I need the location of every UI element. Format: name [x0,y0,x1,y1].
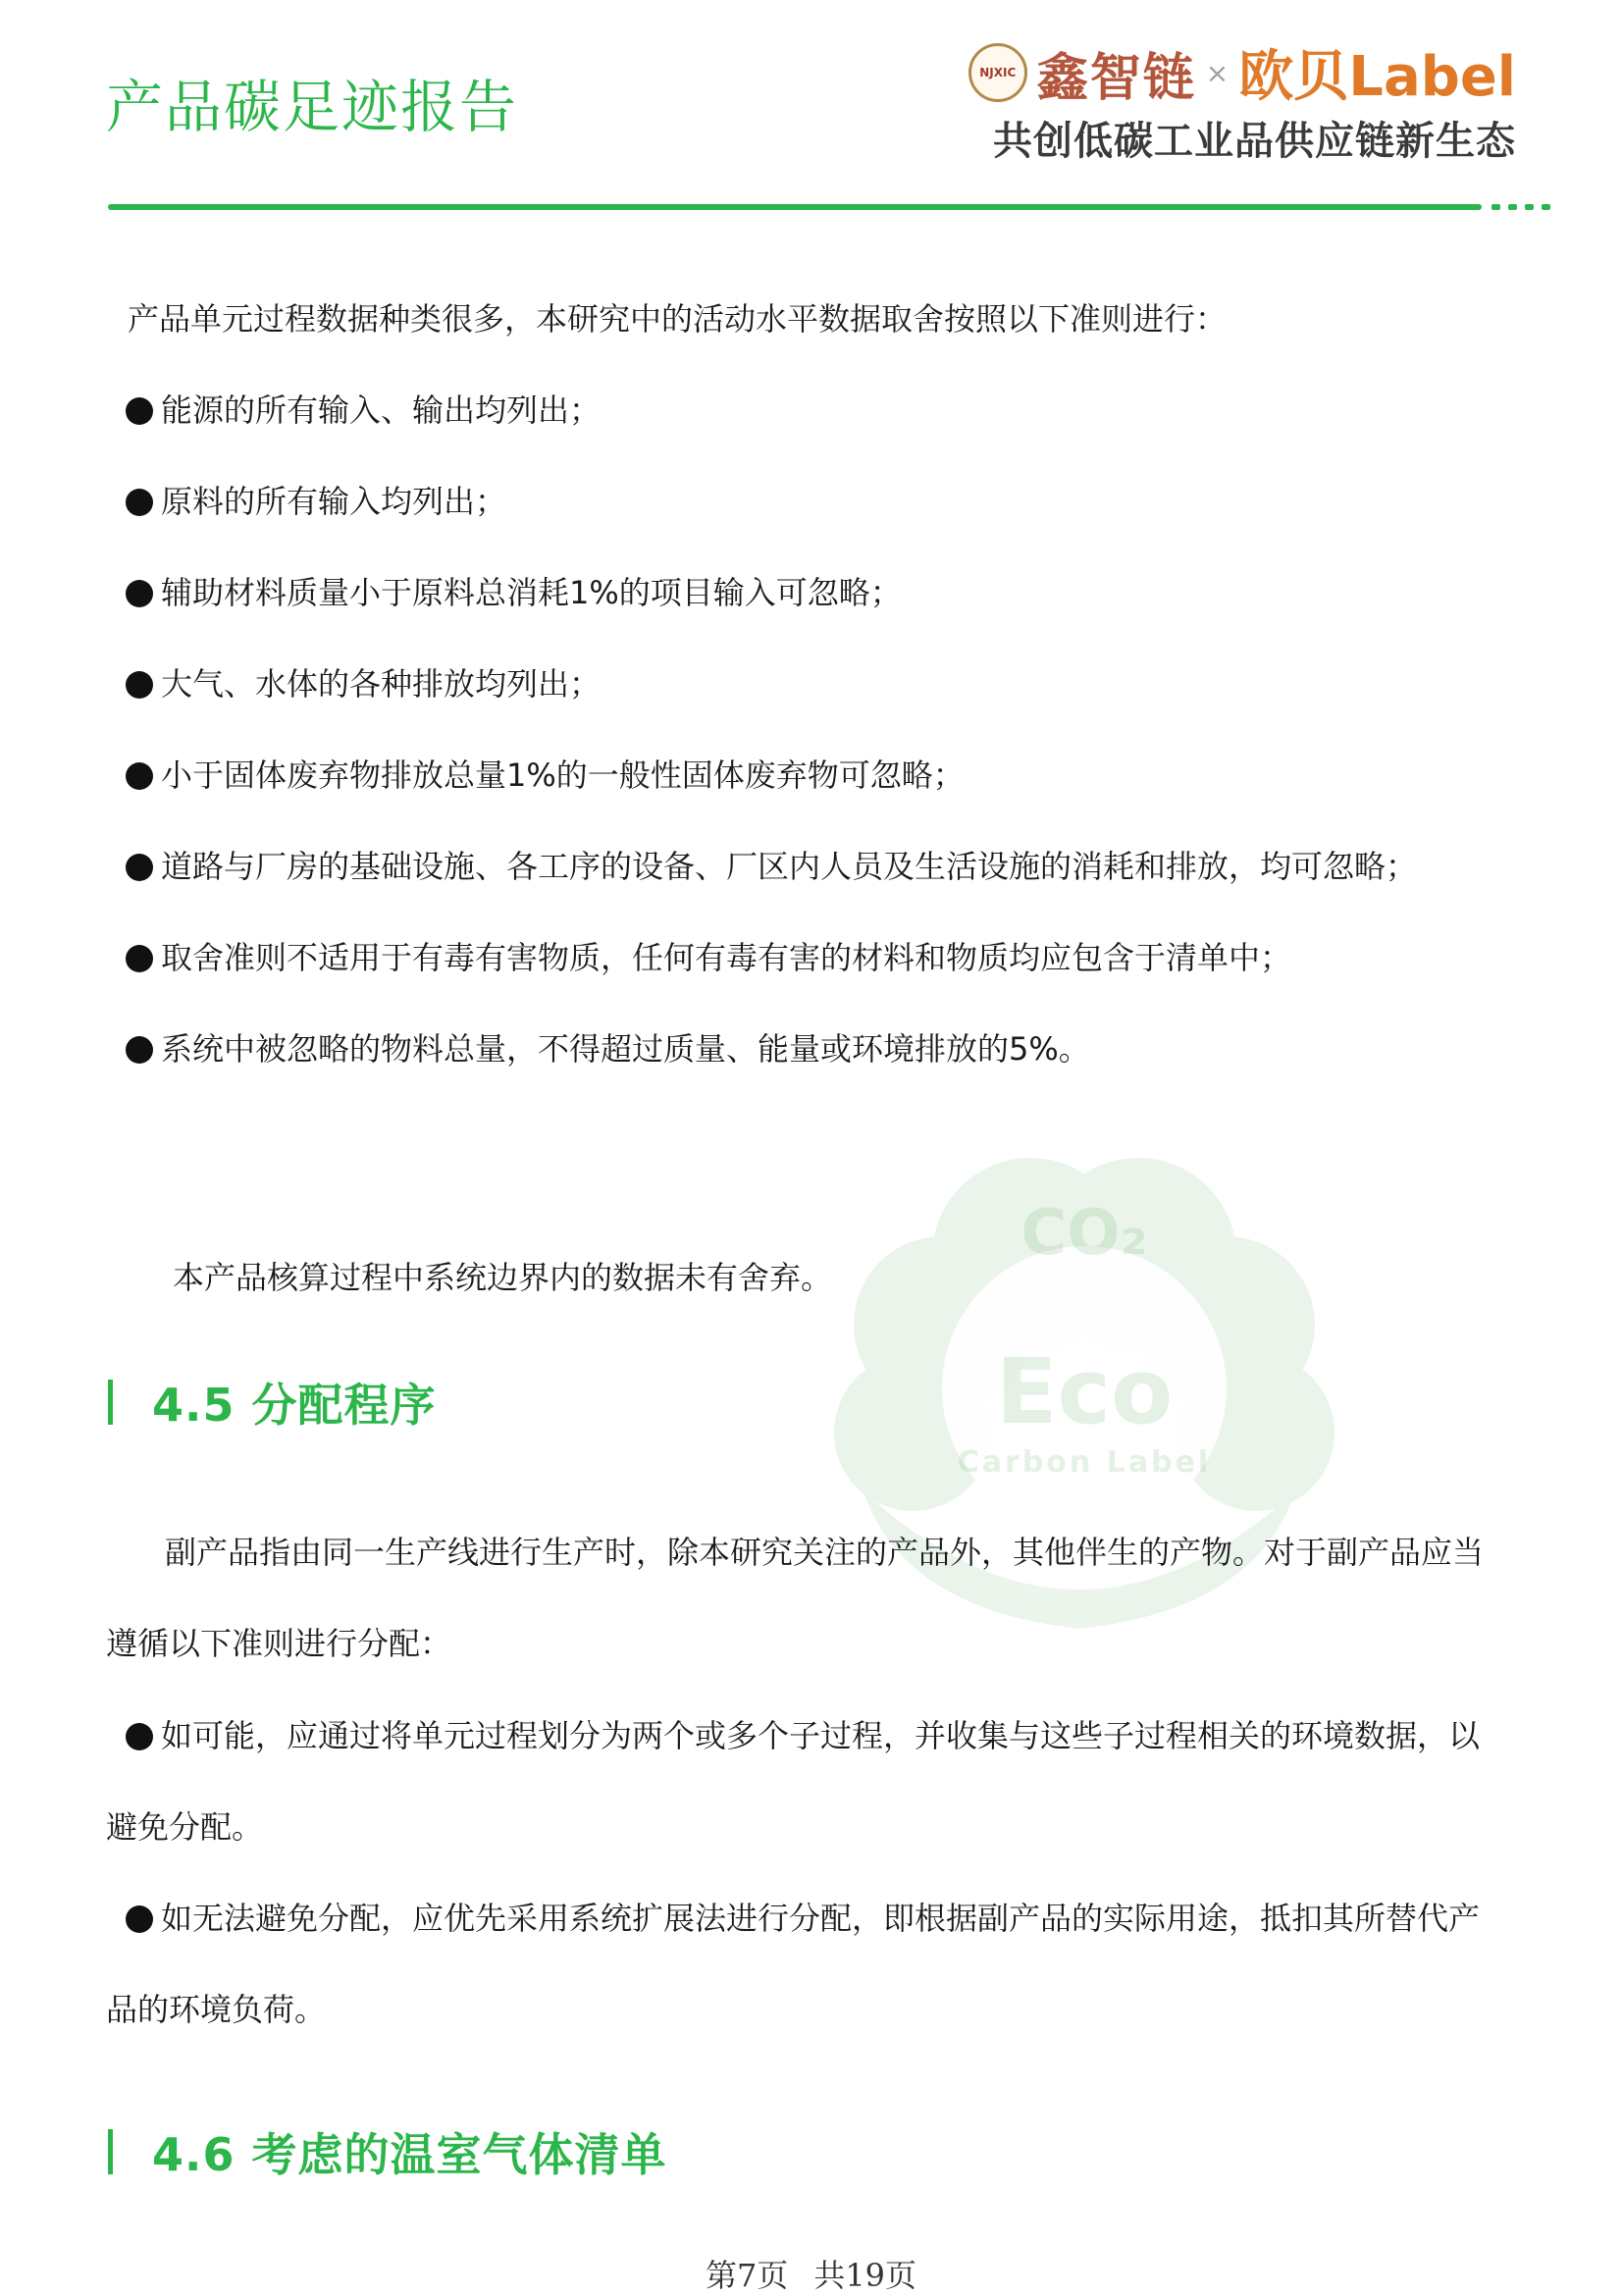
bullet-icon [126,489,153,516]
criteria-item: 取舍准则不适用于有毒有害物质，任何有毒有害的材料和物质均应包含于清单中； [126,933,1291,978]
header-divider-dots [1491,204,1550,210]
criteria-item: 辅助材料质量小于原料总消耗1%的项目输入可忽略； [126,568,902,613]
bullet-icon [126,671,153,699]
boundary-note: 本产品核算过程中系统边界内的数据未有舍弃。 [173,1259,833,1296]
allocation-rule-item: 如无法避免分配，应优先采用系统扩展法进行分配，即根据副产品的实际用途，抵扣其所替代产 [126,1894,1480,1939]
bullet-icon [126,945,153,972]
allocation-paragraph-line: 遵循以下准则进行分配： [106,1625,452,1662]
brand-logo [967,29,1516,167]
section-heading-4-6 [108,2119,667,2184]
heading-accent-bar [108,1380,113,1425]
bullet-icon [126,1905,153,1933]
bullet-icon [126,854,153,881]
bullet-icon [126,580,153,607]
page-footer [0,2251,1622,2296]
brand-logo-row [968,33,1516,112]
brand-name-cn: 鑫智链 [1036,48,1196,108]
section-heading-4-5 [108,1370,437,1435]
header-divider [108,204,1482,210]
section-title: 4.5 分配程序 [152,1379,437,1432]
brand-name-en: 欧贝Label [1238,45,1516,109]
bullet-icon [126,1723,153,1750]
brand-separator: × [1205,56,1230,89]
criteria-item: 小于固体废弃物排放总量1%的一般性固体废弃物可忽略； [126,751,965,796]
bullet-icon [126,762,153,790]
watermark-eco: Eco [995,1339,1174,1444]
page-total: 共19页 [813,2257,917,2294]
criteria-item: 大气、水体的各种排放均列出； [126,659,601,704]
criteria-item: 能源的所有输入、输出均列出； [126,386,601,431]
document-title: 产品碳足迹报告 [106,74,519,140]
intro-paragraph: 产品单元过程数据种类很多，本研究中的活动水平数据取舍按照以下准则进行： [128,300,1228,338]
section-title: 4.6 考虑的温室气体清单 [152,2128,667,2181]
criteria-item: 道路与厂房的基础设施、各工序的设备、厂区内人员及生活设施的消耗和排放，均可忽略； [126,842,1417,887]
heading-accent-bar [108,2129,113,2174]
watermark-co2: CO₂ [1020,1197,1148,1270]
criteria-item: 原料的所有输入均列出； [126,477,506,522]
allocation-rule-continuation: 品的环境负荷。 [106,1991,327,2028]
watermark-carbon-label: Carbon Label [957,1445,1212,1480]
allocation-rule-item: 如可能，应通过将单元过程划分为两个或多个子过程，并收集与这些子过程相关的环境数据，以 [126,1711,1480,1756]
brand-slogan: 共创低碳工业品供应链新生态 [993,119,1516,164]
page-number: 第7页 [705,2257,789,2294]
allocation-rule-continuation: 避免分配。 [106,1808,264,1846]
allocation-paragraph-line: 副产品指由同一生产线进行生产时，除本研究关注的产品外，其他伴生的产物。对于副产品应当 [165,1534,1485,1571]
criteria-item: 系统中被忽略的物料总量，不得超过质量、能量或环境排放的5%。 [126,1024,1090,1070]
bullet-icon [126,1036,153,1064]
brand-seal-icon: NJXIC [968,43,1027,102]
bullet-icon [126,397,153,425]
